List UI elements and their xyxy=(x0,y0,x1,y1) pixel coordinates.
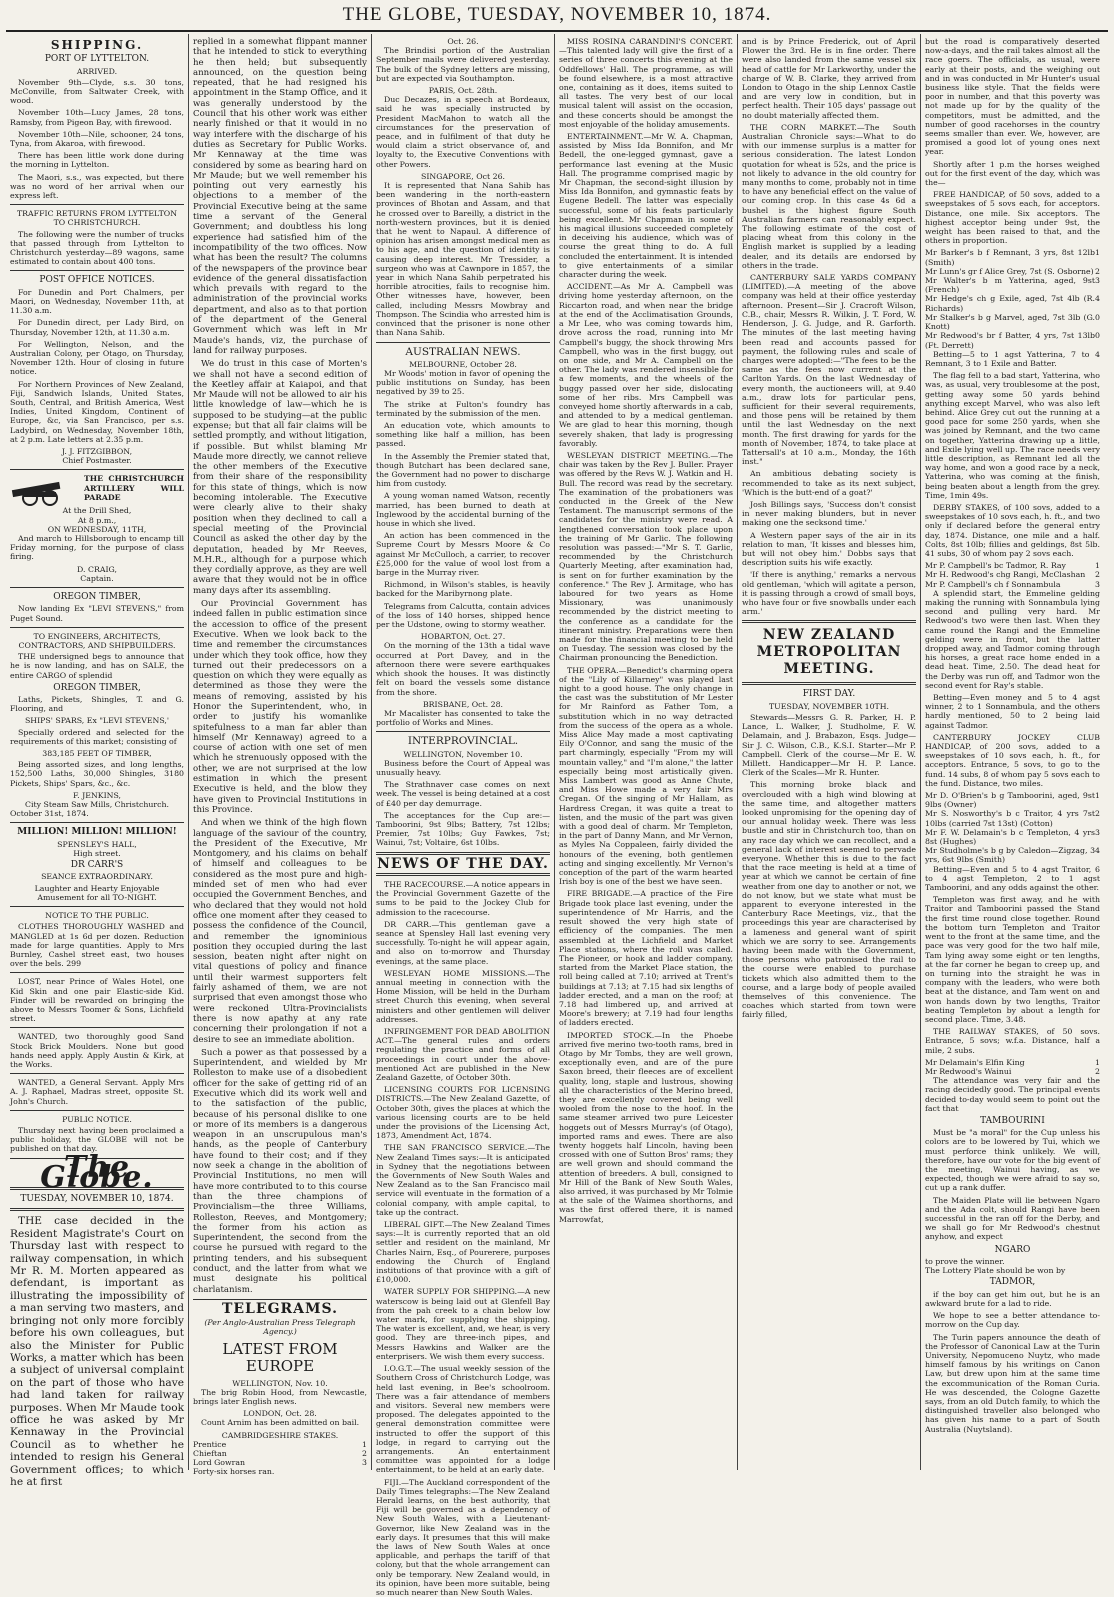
feet-text: Being assorted sizes, and long lengths, 152,500 Laths, 30,000 Shingles, 3180 Pickets, Ships' Spars, &c., &c. xyxy=(10,760,184,788)
traffic-title: TRAFFIC RETURNS FROM LYTTELTON TO CHRISTCHURCH. xyxy=(16,209,178,228)
news-item: FIJI.—The Auckland correspondent of the Daily Times telegraphs:—The New Zealand Herald learns, on the best authority, that Fiji will be governed as a dependency of New South Wales, with a Lieutenant-Governor, like New Zealand was in the early days. It presumes that this will make the laws of New South Wales at once applicable, and perhaps the tariff of that colony, but that the whole arrangement can only be temporary. New Zealand would, in its opinion, have been more suitable, being so much nearer than New South Wales. xyxy=(376,1477,550,1597)
port-title: PORT OF LYTTELTON. xyxy=(44,54,150,65)
australian-news-title: AUSTRALIAN NEWS. xyxy=(405,345,521,358)
aus-item: Mr Macalister has consented to take the portfolio of Works and Mines. xyxy=(376,708,550,728)
race-text: Must be "a moral" for the Cup unless his colors are to be lowered by Tui, which we must perforce think unlikely. We will, therefore, have our vote for the big event of the meeting, Wainui having, as we expected, though we were afraid to say so, cut up a rank duffer. xyxy=(925,1128,1100,1193)
result-row: Mr Stalker's b g Marvel, aged, 7st 3lb (G. Knott) 0 xyxy=(925,312,1100,332)
hobarton-dateline: HOBARTON, Oct. 27. xyxy=(420,632,506,642)
ship-note: There has been little work done during the morning in Lyttelton. xyxy=(10,151,184,170)
post-sign-title: Chief Postmaster. xyxy=(62,456,132,466)
post-item-2: For Dunedin direct, per Lady Bird, on Thursday, November 12th, at 11.30 a.m. xyxy=(10,318,184,337)
notice-public-title: NOTICE TO THE PUBLIC. xyxy=(45,911,149,921)
wellington-dateline: WELLINGTON, Nov. 10. xyxy=(232,1378,328,1388)
news-item: I.O.G.T.—The usual weekly session of the Southern Cross of Christchurch Lodge, was held last evening, in Bee's schoolroom. There was a fair attendance of members and visitors. Several new members were proposed. The delegates appointed to the general demonstration committee were instructed to offer the support of this lodge, in regard to carrying out the arrangements. An entertainment committee was appointed for a lodge entertainment, to be held at an early date. xyxy=(376,1364,550,1475)
race-text: Templeton was first away, and he with Traitor and Tamboorini passed the Stand the first time round close together. Round the bottom turn Templeton and Traitor went to the front at the same time, and the pace was very good for the two half mile, Tam lying away some eight or ten lengths, at the far corner he began to creep up, and on turning into the straight he was in company with the leaders, who were both beat at the distance, and Tam went on and won hands down by two lengths, Traitor beating Templeton by about a length for second place. Time, 3.48. xyxy=(925,895,1100,1024)
result-row: Mr Redwood's br f Batter, 4 yrs, 7st 13lb (Ft. Derrett) 0 xyxy=(925,331,1100,350)
cj-handicap-results xyxy=(925,791,1100,865)
result-row: Mr Delamain's Elfin King 1 xyxy=(925,1057,1100,1067)
news-item: WESLEYAN DISTRICT MEETING.—The chair was taken by the Rev J. Buller. Prayer was offered by the Revs W. J. Watkin and H. Bull. The record was read by the secretary. The examination of the probationers was conducted in the Greek of the New Testament. The manuscript sermons of the candidates for the ministry were read. A lengthened conversation took place upon the training of Mr Garlic. The following resolution was passed:—"Mr S. T. Garlic, recommended by the Christchurch Quarterly Meeting, after examination had, is sent on for further examination by the conference." The Rev J. Armitage, who has laboured for two years as Home Missionary, was unanimously recommended by the district meeting to the conference as a candidate for the itinerant ministry. Preparations were then made for the financial meeting to be held on Tuesday. The session was closed by the Chairman pronouncing the Benediction. xyxy=(559,450,733,663)
result-row: Mr Walter's b m Yatterina, aged, 9st (French) 3 xyxy=(925,276,1100,295)
editorial-cont-1: replied in a somewhat flippant manner that he intended to stick to everything he then held; but subsequently announced, on the question being repeated, that he had resigned his appointment in the Stamp Office, and it was generally understood by the Council that his other work was either nearly finished or that it would in no way interfere with the discharge of his duties as Secretary for Public Works. Mr Kennaway at the time was considered by some as bearing hard on Mr Maude; but we well remember his pointing out very earnestly his objections to a member of the Provincial Executive being at the same time a servant of the General Government; and doubtless his long experience had satisfied him of the incompatibility of the two offices. Now what has been the result? The columns of the newspapers of the province bear evidence of the general dissatisfaction which prevails with regard to the administration of the provincial works department, and also as to that portion of the department of the General Government which was left in Mr Maude's hands, viz, the purchase of land for railway purposes. xyxy=(193,37,367,356)
aus-item: An education vote, which amounts to something like half a million, has been passed. xyxy=(376,421,550,449)
date-line: TUESDAY, NOVEMBER 10, 1874. xyxy=(20,1194,174,1205)
masthead-rule xyxy=(6,30,1108,32)
high-street: High street. xyxy=(73,848,121,858)
news-item: CANTERBURY SALE YARDS COMPANY (LIMITED).—A meeting of the above company was held at their office yesterday afternoon. Present—Sir J. Cracroft Wilson, C.B., chair, Messrs R. Wilkin, J. T. Ford, W. Henderson, J. G. Judge, and R. Garforth. The minutes of the last meeting having been read and accounts passed for payment, the following rules and scale of charges were adopted:—"The fees to be the same as the fees now current at the Carlton Yards. On the last Wednesday of every month, the auctioneers will, at 9.40 a.m., draw lots for particular pens, sufficient for their several requirements, and those pens will be retained by them until the last Wednesday on the next month. The first drawing for yards for the month of November, 1874, to take place at Tattersall's at 10 a.m., Monday, the 16th inst." xyxy=(742,273,916,467)
clothes-ad: CLOTHES THOROUGHLY WASHED and MANGLED at 1s 6d per dozen. Reduction made for large quantities. Apply to Mrs Burnley, Cashel street east, two houses over the bels. 299 xyxy=(10,922,184,969)
cannon-icon xyxy=(10,476,80,506)
artillery-title: THE CHRISTCHURCH ARTILLERY WILL PARADE xyxy=(84,474,184,502)
news-item: Josh Billings says, 'Success don't consist in never making blunders, but in never making one the secksond time.' xyxy=(742,499,916,528)
race-text: but the road is comparatively deserted now-a-days, and the rail takes almost all the race goers. The officials, as usual, were early at their posts, and the weighing out and in was conducted in Mr Hunter's usual business like style. That the fields were poor in number, and that this poverty was not made up for by the quality of the competitors, must be admitted, and the number of good racehorses in the country seems smaller than ever. We, however, are promised a good lot of young ones next year. xyxy=(925,37,1100,157)
column-3 xyxy=(372,34,555,1597)
news-item: ACCIDENT.—As Mr A. Campbell was driving home yesterday afternoon, on the Riccarton road, and when near the bridge at the end of the Acclimatisation Grounds, a Mr Lee, who was coming towards him, drove across the road, running into Mr Campbell's buggy, the shock throwing Mrs Campbell, who was in the first buggy, out on one side, and Mr A. Campbell on the other. The lady was rendered insensible for a few moments, and the wheels of the buggy passed over her side, dislocating some of her ribs. Mrs Campbell was conveyed home shortly afterwards in a cab, and attended to by a medical gentleman. We are glad to hear this morning, though severely shaken, that lady is progressing favorably. xyxy=(559,282,733,448)
column-6 xyxy=(921,34,1104,1470)
oct-date: October 31st, 1874. xyxy=(10,809,89,819)
news-item: 'If there is anything,' remarks a nervous old gentleman, 'which will agitate a person, it is passing through a crowd of small boys, who have four or five snowballs under each arm.' xyxy=(742,570,916,617)
tambourini-label: TAMBOURINI xyxy=(980,1115,1045,1126)
aus-dateline: MELBOURNE, October 28. xyxy=(409,359,517,369)
first-day-label: FIRST DAY. xyxy=(802,689,856,700)
timber-text: Now landing Ex "LEVI STEVENS," from Puget Sound. xyxy=(10,604,184,623)
globe-logo: The Globe. xyxy=(40,1149,154,1195)
aus-item: A young woman named Watson, recently married, has been burned to death at Inglewood by the accidental burning of the house in which she lived. xyxy=(376,491,550,529)
race-text: DERBY STAKES, of 100 sovs, added to a sweepstakes of 10 sovs each, h. ft., and two only if declared before the general entry day, 1874. Distance, one mile and a half. Colts, 8st 10lb; fillies and geldings, 8st 5lb. 41 subs, 30 of whom pay 2 sovs each. xyxy=(925,502,1100,558)
race-text: The Turin papers announce the death of the Professor of Canonical Law at the Turin University, Nepomuceno Nuytz, who made himself famous by his writings on Canon Law, but drew upon him at the same time the excommunication of the Roman Curia. He was descended, the Cologne Gazette says, from an old Dutch family, to which the distinguished traveller also belonged who has given his name to a part of South Australia (Nuytsland). xyxy=(925,1332,1100,1434)
result-row: Mr F. W. Delamain's b c Templeton, 4 yrs 8st (Hughes) 3 xyxy=(925,827,1100,847)
race-text: Betting—Even and 5 to 4 agst Traitor, 6 to 4 agst Templeton, 2 to 1 agst Tamboorini, and any odds against the other. xyxy=(925,864,1100,893)
news-item: INFRINGEMENT FOR DEAD ABOLITION ACT.—The general rules and orders regulating the practice and forms of all proceedings in court under the above-mentioned Act are published in the New Zealand Gazette, of October 30th. xyxy=(376,1026,550,1082)
news-item: THE CORN MARKET.—The South Australian Chronicle says:—What to do with our immense surplus is a matter for serious consideration. The latest London quotation for wheat is 52s, and the price is not likely to advance in the old country for many months to come, probably not in time to have any beneficial effect on the value of our coming crop. In this case 4s 6d a bushel is the highest figure South Australian farmers can reasonably expect. The following estimate of the cost of placing wheat from this colony in the English market is supplied by a leading dealer, and its details are endorsed by others in the trade. xyxy=(742,122,916,270)
col3-dateline-3: SINGAPORE, Oct 26. xyxy=(420,171,506,181)
race-text: The attendance was very fair and the racing decidedly good. The principal events decided to-day would seem to point out the fact that xyxy=(925,1076,1100,1113)
race-text: THE RAILWAY STAKES, of 50 sovs. Entrance, 5 sovs; w.f.a. Distance, half a mile, 2 subs. xyxy=(925,1027,1100,1055)
result-row: Mr Lunn's gr f Alice Grey, 7st (S. Osborne) 2 xyxy=(925,266,1100,276)
post-item-1: For Dunedin and Port Chalmers, per Maori, on Wednesday, November 11th, at 11.30 a.m. xyxy=(10,287,184,316)
race-text: Betting—Even money and 5 to 4 agst winner, 2 to 1 Sonnambula, and the others hardly mentioned, 50 to 2 being laid against Tadmor. xyxy=(925,693,1100,730)
artillery-sign: D. CRAIG, xyxy=(77,564,117,574)
result-row: Mr Hedge's ch g Exile, aged, 7st 4lb (R. Richards) 4 xyxy=(925,294,1100,313)
public-notice-title: PUBLIC NOTICE. xyxy=(62,1114,132,1124)
news-item: WATER SUPPLY FOR SHIPPING.—A new waterscow is being laid out at Glenfell Bay from the pah creek to a chain below low water mark, for supplying the shipping. The water is excellent, and, we hear, is very good. They are three-inch pipes, and Messrs Hawkins and Walker are the enterprisers. We wish them every success. xyxy=(376,1287,550,1361)
brisbane-dateline: BRISBANE, Oct. 28. xyxy=(422,699,504,709)
race-text: We hope to see a better attendance to-morrow on the Cup day. xyxy=(925,1311,1100,1330)
aus-item: Richmond, in Wilson's stables, is heavily backed for the Maribyrnong plate. xyxy=(376,580,550,599)
result-row: Mr D. O'Brien's b g Tamboorini, aged, 9st 9lbs (Owner) 1 xyxy=(925,791,1100,810)
result-row: Mr P. Campbell's ch f Sonnambula 3 xyxy=(925,579,1100,589)
result-row: Mr H. Redwood's chg Rangi, McClashan 2 xyxy=(925,570,1100,580)
ngaro-label: NGARO xyxy=(994,1244,1031,1255)
nz-meeting-title: NEW ZEALAND METROPOLITAN MEETING. xyxy=(756,627,902,678)
prove-text: to prove the winner. xyxy=(925,1256,1005,1266)
interprovincial-title: INTERPROVINCIAL. xyxy=(407,735,519,748)
stewards-text: Stewards—Messrs G. R. Parker, H. P. Lance, L. Walker, J. Studholme, F. W. Delamain, and J. Brabazon, Esqs. Judge—Sir J. C. Wilson, C.B., K.S.I. Starter—Mr P. Campbell. Clerk of the course—Mr E. W. Millett. Handicapper—Mr H. P. Lance. Clerk of the Scales—Mr R. Hunter. xyxy=(742,712,916,778)
post-sign: J. J. FITZGIBBON, xyxy=(61,447,133,456)
result-row: Mr Studholme's b g by Caledon—Zigzag, 3 yrs, 6st 9lbs (Smith) 4 xyxy=(925,846,1100,865)
maori-note: The Maori, s.s., was expected, but there was no word of her arrival when our express left. xyxy=(10,172,184,201)
col3-dateline-1: Oct. 26. xyxy=(447,37,479,46)
cambs-results xyxy=(193,1440,367,1468)
robin-hood-text: The brig Robin Hood, from Newcastle, brings later English news. xyxy=(193,1387,367,1407)
latest-europe-title: LATEST FROM EUROPE xyxy=(222,1339,338,1375)
inter-item: The acceptances for the Cup are:—Tamboorini, 9st 9lbs; Battery, 7st 12lbs; Premier, 7st 10lbs; Guy Fawkes, 7st; Wainui, 7st; Voltaire, 6st 10lbs. xyxy=(376,810,550,848)
race-text: CANTERBURY JOCKEY CLUB HANDICAP, of 200 sovs, added to a sweepstakes of 10 sovs each, h. ft., for acceptors. Entrance, 5 sovs, to go to the fund. 14 subs, 8 of whom pay 5 sovs each to the fund. Distance, two miles. xyxy=(925,732,1100,788)
column-4 xyxy=(555,34,738,1470)
news-of-day-title: NEWS OF THE DAY. xyxy=(377,855,549,872)
derby-results xyxy=(925,561,1100,589)
inter-item: The Strathnaver case comes on next week. The vessel is being detained at a cost of £40 per day demurrage. xyxy=(376,780,550,808)
race-text: if the boy can get him out, but he is an awkward brute for a lad to ride. xyxy=(925,1289,1100,1308)
post-title: POST OFFICE NOTICES. xyxy=(39,275,155,286)
news-item: LIBERAL GIFT.—The New Zealand Times says:—It is currently reported that an old settler and resident on the mainland, Mr Charles Nairn, Esq., of Pourerere, purposes endowing the Church of England institutions of that province with a gift of £10,000. xyxy=(376,1220,550,1285)
million-title: MILLION! MILLION! MILLION! xyxy=(17,827,177,838)
london-dateline: LONDON, Oct. 28. xyxy=(243,1409,317,1419)
columns xyxy=(6,34,1108,1597)
column-1 xyxy=(6,34,189,1488)
arrival-1: November 9th—Clyde, s.s. 30 tons, McConville, from Saltwater Creek, with wood. xyxy=(10,77,184,106)
news-item: THE OPERA.—Benedict's charming opera of the "Lily of Killarney" was played last night to a good house. The only change in the cast was the substitution of Mr Lester for Mr Rainford as Father Tom, a substitution which in no way detracted from the success of the opera as a whole. Miss Alice May made a most captivating Eily O'Connor, and sang the music of the part charmingly, especially "From my will mountain valley," and "I'm alone," the latter especially being most artistically given. Miss Lambert was good as Anne Chute, and Miss Howe made a very fair Mrs Cregan. Of the singing of Mr Hallam, as Hardress Cregan, it was quite a treat to listen, and the music of the part was given with a good deal of charm. Mr Templeton, in the part of Danny Mann, and Mr Vernon, as Myles Na Coppaleen, fairly divided the honours of the evening, both gentlemen acting and singing excellently. Mr Vernon's conception of the part of the warm hearted Irish boy is one of the best we have seen. xyxy=(559,665,733,887)
arrival-2: November 10th—Lucy James, 28 tons, Ramsby, from Pigeon Bay, with firewood. xyxy=(10,108,184,127)
feet-title: 383,185 FEET OF TIMBER, xyxy=(42,749,152,759)
artillery-rank: Captain. xyxy=(80,573,114,583)
col3-p2: Duc Decazes, in a speech at Bordeaux, said he was specially instructed by President MacMahon to watch all the circumstances for the preservation of peace, and in fulfilment of that duty he would claim a strict observance of, and loyalty to, the Executive Conventions with other Powers. xyxy=(376,95,550,169)
wanted-ad-2: WANTED, a General Servant. Apply Mrs A. J. Raphael, Madras street, opposite St. John's Church. xyxy=(10,1078,184,1106)
free-handicap-results xyxy=(925,248,1100,349)
tadmor-label: TADMOR, xyxy=(989,1277,1036,1288)
news-item: and is by Prince Frederick, out of April Flower the 3rd. He is in fine order. There were also landed from the same vessel six head of cattle for Mr Larkworthy, under the charge of W. B. Clarke, they arrived from London to Otago in the ship Lennox Castle and are very low in condition, but in perfect health. Their 105 days' passage out no doubt materially affected them. xyxy=(742,37,916,120)
news-item: FIRE BRIGADE.—A practice of the Fire Brigade took place last evening, under the superintendence of Mr Harris, and the result showed the very high state of efficiency of the companies. The men assembled at the Lichfield and Market Place stations, where the roll was called. The Pioneer, or hook and ladder company, started from the Market Place station, the roll being called at 7.10; arrived at Trent's buildings at 7.13; at 7.15 had six lengths of ladder erected, and a man on the roof; at 7.18 had limbered up, and arrived at Moore's brewery; at 7.19 had four lengths of ladders erected. xyxy=(559,889,733,1028)
arrived-label: ARRIVED. xyxy=(76,66,118,76)
result-row: Mr Barker's b f Remnant, 3 yrs, 8st 12lb (Smith) 1 xyxy=(925,248,1100,267)
jenkins-address: City Steam Saw Mills, Christchurch. xyxy=(25,800,169,810)
editorial: THE case decided in the Resident Magistrate's Court on Thursday last with respect to railway compensation, in which Mr R. M. Morten appeared as defendant, is important as illustrating the impossibility of a man serving two masters, and bringing not only more forcibly before his own colleagues, but also the Minister for Public Works, a matter which has been a subject of universal complaint on the part of those who have had land taken for railway purposes. When Mr Maude took office he was asked by Mr Kennaway in the Provincial Council as to whether he intended to resign his General Government offices; to which he at first xyxy=(10,1215,184,1488)
news-item: THE SAN FRANCISCO SERVICE.—The New Zealand Times says:—It is anticipated in Sydney that the negotiations between the Governments of New South Wales and New Zealand as to the San Francisco mail service will eventuate in the formation of a colonial company, with ample capital, to take up the contract. xyxy=(376,1143,550,1217)
eng-text-2: Laths, Pickets, Shingles, T. and G. Flooring, and xyxy=(10,695,184,714)
timber-title: OREGON TIMBER, xyxy=(53,592,141,603)
news-item: LICENSING COURTS FOR LICENSING DISTRICTS.—The New Zealand Gazette, of October 30th, gives the places at which the various licensing courts are to be held under the provisions of the Licensing Act, 1873, Amendment Act, 1874. xyxy=(376,1085,550,1141)
timber-title-2: OREGON TIMBER, xyxy=(53,682,141,693)
aus-item: In the Assembly the Premier stated that, though Butchart has been declared sane, the Government had no power to discharge him from custody. xyxy=(376,451,550,489)
telegrams-title: TELEGRAMS. xyxy=(221,1300,339,1317)
news-item: IMPORTED STOCK.—In the Phoebe arrived five merino two-tooth rams, bred in Otago by Mr Tombs, they are well grown, exceptionally even, and are of the pure Saxon breed, their fleeces are of excellent quality, long, staple and lustrous, showing all the characteristics of the Merino breed, they are excellently covered being well wooled from the nose to the hoof. In the same steamer arrived two pure Leicester hoggets out of Messrs Murray's (of Otago), imported rams and ewes. There are also twenty hoggets half Lincoln, having been crossed with one of Sutton Bros' rams; they are well grown and should command the attention of breeders. A bull, consigned to Mr Hill of the Bank of New South Wales, also arrived, it was purchased by Mr Tolmie at the sale of the Waimea shorthorns, and was the first offered there, it is named Marrowfat, xyxy=(559,1030,733,1224)
news-item: MISS ROSINA CARANDINI'S CONCERT.—This talented lady will give the first of a series of three concerts this evening at the Oddfellows' Hall. The programme, as will be found elsewhere, is a most attractive one, containing as it does, items suited to all tastes. The very best of our local musical talent will assist on the occasion, and these concerts should be amongst the most enjoyable of the holiday amusements. xyxy=(559,37,733,129)
result-row: Mr P. Campbell's bc Tadmor, R. Ray 1 xyxy=(925,561,1100,571)
col3-p1: The Brindisi portion of the Australian September mails were delivered yesterday. The bulk of the Sydney letters are missing, but are expected via Southampton. xyxy=(376,46,550,83)
column-2 xyxy=(189,34,372,1477)
news-item: DR CARR.—This gentleman gave a seance at Spensley Hall last evening very successfully. To-night he will appear again, and also on to-morrow and Thursday evenings, at the same place. xyxy=(376,919,550,966)
editorial-cont-4: And when we think of the high flown language of the saviour of the country, the President of the Executive, Mr Montgomery, and his claims on behalf of himself and colleagues to be considered as the most pure and high-minded set of men who had ever occupied the Government Benches, and who declared that they would not hold office one moment after they ceased to possess the confidence of the Council, and remember the ignominious position they occupied during the last session, beaten night after night on vital questions of policy and finance until their warmest supporters felt fairly ashamed of them, we are not surprised that even amongst those who were reckoned Ultra-Provincialists there is now apathy at any rate concerning their prolongation if not a desire to see an immediate abolition. xyxy=(193,818,367,1045)
news-item: ENTERTAINMENT.—Mr W. A. Chapman, assisted by Miss Ida Bonnifon, and Mr Bedell, the one-legged gymnast, gave a performance last evening at the Music Hall. The programme comprised magic by Mr Chapman, the second-sight illusion by Miss Ida Bonnifon, and gymnastic feats by Eugene Bedell. The latter was especially successful, some of his feats particularly being excellent. Mr Chapman in some of his magical illusions succeeded completely in deceiving his audience, which was of course the great thing to do. A full concluded the entertainment. It is intended to give entertainments of a similar character during the week. xyxy=(559,132,733,280)
carr-title: DR CARR'S xyxy=(70,860,124,871)
inter-dateline: WELLINGTON, November 10. xyxy=(403,749,523,759)
post-item-3: For Wellington, Nelson, and the Australian Colony, per Otago, on Thursday, November 12th. Hour of closing in future notice. xyxy=(10,339,184,377)
tuesday-label: TUESDAY, NOVEMBER 10TH. xyxy=(768,701,890,711)
spensley-hall: SPENSLEY'S HALL, xyxy=(57,839,137,849)
editorial-cont-5: Such a power as that possessed by a Superintendent, and wielded by Mr Rolleston to make use of a disobedient officer for the sake of getting rid of an Executive which did its work well and to the satisfaction of the public, because of his personal dislike to one or more of its members is a dangerous weapon in an unscrupulous man's hands, as the people of Canterbury have found to their cost; and if they now seek a change in the abolition of Provincial Institutions, no men will have more contributed to to this course than the three champions of Provincialism—the three Williams, Rolleston, Reeves, and Montgomery; the former from his action as Superintendent, the second from the course he pursued with regard to the printing tenders, and his subsequent conduct, and the latter from what we must designate his political charlatanism. xyxy=(193,1047,367,1295)
shipping-title: SHIPPING. xyxy=(50,38,144,52)
news-item: WESLEYAN HOME MISSIONS.—The annual meeting in connection with the Home Mission, will be held in the Durham street Church this evening, when several ministers and other gentlemen will deliver addresses. xyxy=(376,968,550,1024)
aus-item: The strike at Fulton's foundry has terminated by the submission of the men. xyxy=(376,399,550,418)
aus-item: Mr Woods' motion in favor of opening the public institutions on Sunday, has been negatived by 39 to 25. xyxy=(376,369,550,397)
artillery-time: At 8 p.m., xyxy=(77,515,117,525)
spars-title: SHIPS' SPARS, Ex "LEVI STEVENS,' xyxy=(24,716,170,726)
post-item-4: For Northern Provinces of New Zealand, Fiji, Sandwich Islands, United States, South, Central, and British America, West Indies, United Kingdom, Continent of Europe, &c, via San Francisco, per s.s. Ladybird, on Wednesday, November 18th, at 2 p.m. Late letters at 2.35 p.m. xyxy=(10,379,184,444)
race-morning-text: This morning broke black and overclouded with a high wind blowing at the same time, and altogether matters looked unpromising for the opening day of our annual holiday week. There was less bustle and stir in Christchurch too, than on any race day which we can recollect, and a general lack of interest seemed to pervade everyone. Whether this is due to the fact that the race meeting is held at a time of year at which we cannot be certain of fine weather from one day to another or not, we do not know, but we state what must be apparent to everyone interested in the Canterbury Race Meetings, viz., that the proceedings this year are characterised by a lameness and general want of spirit which we are sorry to see. Arrangements having been made with the Government, those persons who patronised the rail to the course were enabled to purchase tickets which also admitted them to the course, and a large body of people availed themselves of this convenience. The coaches which started from town were fairly filled, xyxy=(742,780,916,1020)
aus-item: On the morning of the 13th a tidal wave occurred at Port Davey, and in the afternoon there were severe earthquakes which shook the houses. It was distinctly felt on board the vessels some distance from the shore. xyxy=(376,641,550,697)
col3-p3: It is represented that Nana Sahib has been wandering in the north-eastern provinces of Bhotan and Assam, and that he crossed over to Bareilly, a district in the north-western provinces, but it is denied that he went to Napaul. A difference of opinion has arisen amongst medical men as to his age, and the question of identity is causing deep interest. Mr Tressider, a surgeon who was at Cawnpore in 1857, the year in which Nana Sahib perpetrated his horrible atrocities, fails to recognise him. Other witnesses have, however, been called, including Messrs Mowbray and Thompson. The Scindia who arrested him is convinced that the prisoner is none other than Nana Sahib. xyxy=(376,181,550,338)
horses-ran: Forty-six horses ran. xyxy=(193,1467,275,1477)
railway-results xyxy=(925,1058,1100,1076)
editorial-cont-2: We do trust in this case of Morten's we shall not have a second edition of the Keetley affair at Kaiapoi, and that Mr Maude will not be allowed to air his little knowledge of law—which he is supposed to be studying—at the public expense; but that all fair claims will be settled promptly, and without litigation, if possible. But whilst blaming Mr Maude more directly, we cannot relieve the other members of the Executive from their share of the responsibility for this state of things, which is now becoming intolerable. The Executive were clearly alive to their shaky position when they declined to call a special meeting of the Provincial Council as asked the other day by the deputation, headed by Mr Reeves, M.H.R., although for a purpose which they cordially approve, as they are well aware that they would not be in office many days after its assembling. xyxy=(193,359,367,596)
result-row: Mr S. Nosworthy's b c Traitor, 4 yrs 7st 10lbs (carried 7st 13st) (Cotton) 2 xyxy=(925,809,1100,828)
editorial-cont-3: Our Provincial Government has indeed fallen in public estimation since the accession to office of the present Executive. When we look back to the time and remember the circumstances under which they took office, how they turned out their predecessors on a question on which they were equally as determined as those they were the means of removing, assisted by his Honor the Superintendent, who, in order to justify his womanlike spitefulness to a man far abler than himself (Mr Kennaway) agreed to a course of action with one set of men which he strenuously opposed with the other, we are not surprised at the low estimation in which the present Executive is held, and the blow they have given to Provincial Institutions in this Province. xyxy=(193,599,367,815)
artillery-date: ON WEDNESDAY, 11TH, xyxy=(47,524,147,534)
jenkins-name: F. JENKINS, xyxy=(72,790,122,800)
race-text: A splendid start, the Emmeline gelding making the running with Sonnambula lying second and pulling very hard. Mr Redwood's two were then last. When they came round the Rangi and the Emmeline gelding were in front, but the latter dropped away, and Tadmor coming through his horses, a great race home ended in a dead heat. Time, 2.50. The dead heat for the Derby was run off, and Tadmor won the second event for Ray's stable. xyxy=(925,588,1100,690)
laughter-text: Laughter and Hearty Enjoyable Amusement for all TO-NIGHT. xyxy=(34,883,160,902)
news-item: THE RACECOURSE.—A notice appears in the Provincial Government Gazette of the sums to be paid to the Jockey Club for admission to the racecourse. xyxy=(376,879,550,917)
race-text: The flag fell to a bad start, Yatterina, who was, as usual, very troublesome at the post, getting away some 50 yards behind anything except Marvel, who was also left behind. Alice Grey cut out the running at a good pace for some 250 yards, when she was joined by Remnant, and the two came on together, Yatterina drawing up a little, and Exile lying well up. The race needs very little description, as Remnant led all the way home, and won a good race by a neck, Yatterina, who was coming at the finish, being beaten about a length from the grey. Time, 1min 49s. xyxy=(925,371,1100,500)
artillery-text: And march to Hillsborough to encamp till Friday morning, for the purpose of class firing. xyxy=(10,534,184,562)
result-row: Chieftan 2 xyxy=(193,1449,367,1459)
artillery-place: At the Drill Shed, xyxy=(62,506,132,516)
cambs-title: CAMBRIDGESHIRE STAKES. xyxy=(221,1430,339,1440)
arrival-3: November 10th—Nile, schooner, 24 tons, Tyna, from Akaroa, with firewood. xyxy=(10,129,184,149)
traffic-text: The following were the number of trucks that passed through from Lyttelton to Christchurch yesterday—89 wagons, same estimated to contain about 400 tons. xyxy=(10,229,184,267)
wanted-ad-1: WANTED, two thoroughly good Sand Stock Brick Moulders. None but good hands need apply. Apply Austin & Kirk, at the Works. xyxy=(10,1032,184,1069)
col3-dateline-2: PARIS, Oct. 28th. xyxy=(428,86,498,96)
news-item: An ambitious debating society is recommended to take as its next subject, 'Which is the butt-end of a goat?' xyxy=(742,469,916,497)
seance-title: SEANCE EXTRAORDINARY. xyxy=(41,872,153,882)
masthead: THE GLOBE, TUESDAY, NOVEMBER 10, 1874. xyxy=(342,4,772,25)
spars-text: Specially ordered and selected for the requirements of this market; consisting of xyxy=(10,727,184,746)
result-row: Prentice 1 xyxy=(193,1439,367,1449)
inter-item: Business before the Court of Appeal was unusually heavy. xyxy=(376,758,550,778)
race-text: FREE HANDICAP, of 50 sovs, added to a sweepstakes of 5 sovs each, for acceptors. Distance, one mile. Six acceptors. The highest acceptor being under 9st, the weight has been raised to that, and the others in proportion. xyxy=(925,190,1100,246)
aus-item: An action has been commenced in the Supreme Court by Messrs Moore & Co against Mr McCulloch, a carrier, to recover £25,000 for the value of wool lost from a barge in the Murray river. xyxy=(376,531,550,578)
aus-item: Telegrams from Calcutta, contain advices of the loss of 140 horses, shipped hence per the Udstone, owing to stormy weather. xyxy=(376,601,550,630)
column-5 xyxy=(738,34,921,1470)
race-text: Betting—5 to 1 agst Yatterina, 7 to 4 Remnant, 3 to 1 Exile and Batter. xyxy=(925,349,1100,368)
result-row: Mr Redwood's Wainui 2 xyxy=(925,1066,1100,1076)
race-text: The Maiden Plate will lie between Ngaro and the Ada colt, should Rangi have been successful in the ran off for the Derby, and we shall go for Mr Redwood's chestnut anyhow, and expect xyxy=(925,1195,1100,1242)
eng-text: THE undersigned begs to announce that he is now landing, and has on SALE, the entire CARGO of splendid xyxy=(10,652,184,680)
telegrams-subtitle: (Per Anglo-Australian Press Telegraph Agency.) xyxy=(204,1318,356,1337)
lost-ad: LOST, near Prince of Wales Hotel, one Kid Skin and one pair Elastic-side Kid. Finder will be rewarded on bringing the above to Messrs Toomer & Sons, Lichfield street. xyxy=(10,977,184,1024)
lottery-text: The Lottery Plate should be won by xyxy=(925,1266,1066,1276)
result-row: Lord Gowran 3 xyxy=(193,1458,367,1468)
news-item: A Western paper says of the air in its relation to man, 'It kisses and blesses him, but will not obey him.' Dobbs says that description suits his wife exactly. xyxy=(742,530,916,568)
eng-title: TO ENGINEERS, ARCHITECTS, CONTRACTORS, AND SHIPBUILDERS. xyxy=(18,631,176,650)
public-notice-text: Thursday next having been proclaimed a public holiday, the GLOBE will not be published on that day. xyxy=(10,1125,184,1154)
race-text: Shortly after 1 p.m the horses weighed out for the first event of the day, which was the— xyxy=(925,159,1100,188)
arnim-text: Count Arnim has been admitted on bail. xyxy=(201,1418,360,1428)
